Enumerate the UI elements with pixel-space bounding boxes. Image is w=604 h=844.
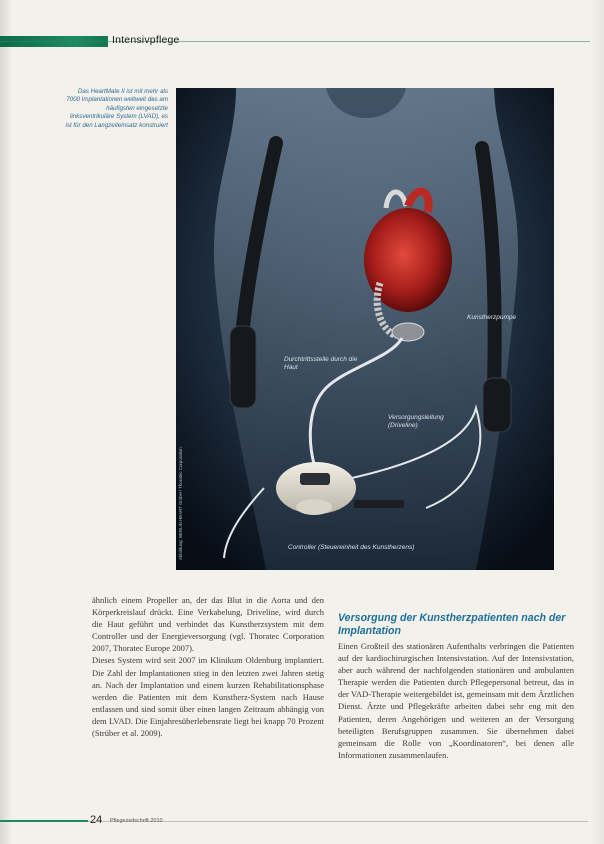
label-controller: Controller (Steuereinheit des Kunstherzens) (288, 544, 415, 551)
paragraph: Dieses System wird seit 2007 im Klinikum Oldenburg implantiert. Die Zahl der Implantationen stieg in den letzten zwei Jahren stetig an. Nach der Implantation und einem kurzen Rehabilitationsphase werden die Patienten mit dem Kunstherz-System nach Hause entlassen und sind somit über einen langen Zeitraum abhängig von dem LVAD. Die Einjahresüberlebensrate liegt bei knapp 70 Prozent (Strüber et al. 2009). (92, 655, 324, 739)
header-rule (0, 41, 590, 42)
paragraph: Einen Großteil des stationären Aufenthalts verbringen die Patienten auf der kardiochirurgischen Intensivstation. Auf der Intensivstation, aber auch während der nachfolgenden stationären und ambulanten Therapie werden die Patienten durch Pflegepersonal betreut, das in der VAD-Therapie weitergebildet ist, gemeinsam mit dem Ärztlichen Dienst. Ärzte und Pflegekräfte arbeiten dabei sehr eng mit den Patienten, deren Angehörigen und weiteren an der Versorgung beteiligten Berufsgruppen zusammen. Sie übernehmen dabei gemeinsam die Rolle von „Koordinatoren“, bei denen alle Informationen zusammenlaufen. (338, 641, 574, 760)
right-battery (483, 378, 511, 432)
page-number: 24 (90, 814, 103, 826)
torso-silhouette (214, 88, 518, 570)
subheading: Versorgung der Kunstherzpatienten nach der Implantation (338, 612, 566, 637)
label-driveline: Versorgungsleitung (Driveline) (388, 414, 444, 429)
label-exit-site: Durchtrittsstelle durch die Haut (284, 356, 358, 371)
left-battery (230, 326, 256, 408)
controller-cable-connector (354, 500, 404, 508)
body-column-left (92, 594, 324, 739)
label-pump: Kunstherzpumpe (467, 314, 517, 321)
heart (364, 208, 452, 312)
footer-rule (88, 821, 588, 822)
footer-color-bar (0, 820, 88, 822)
section-title: Intensivpflege (112, 34, 180, 46)
figure-caption: Das HeartMate II ist mit mehr als 7000 Implantationen weltweit das am häufigsten eingesetzte linksventrikuläre System (LVAD), es ist für den Langzeiteinsatz konstruiert (65, 88, 168, 129)
photo-credit: Abbildung: BERLIN HEART GmbH / Thoratec Corporation (178, 447, 183, 560)
lvad-photo (176, 88, 554, 570)
body-column-right (338, 612, 574, 761)
journal-name: Pflegezeitschrift 2010 (110, 818, 163, 824)
paragraph: ähnlich einem Propeller an, der das Blut in die Aorta und den Körperkreislauf drückt. Eine Verkabelung, Driveline, wird durch die Haut geführt und verbindet das Kunstherzsystem mit dem Controller und der Energieversorgung (vgl. Thoratec Corporation 2007, Thoratec Europe 2007). (92, 595, 324, 654)
